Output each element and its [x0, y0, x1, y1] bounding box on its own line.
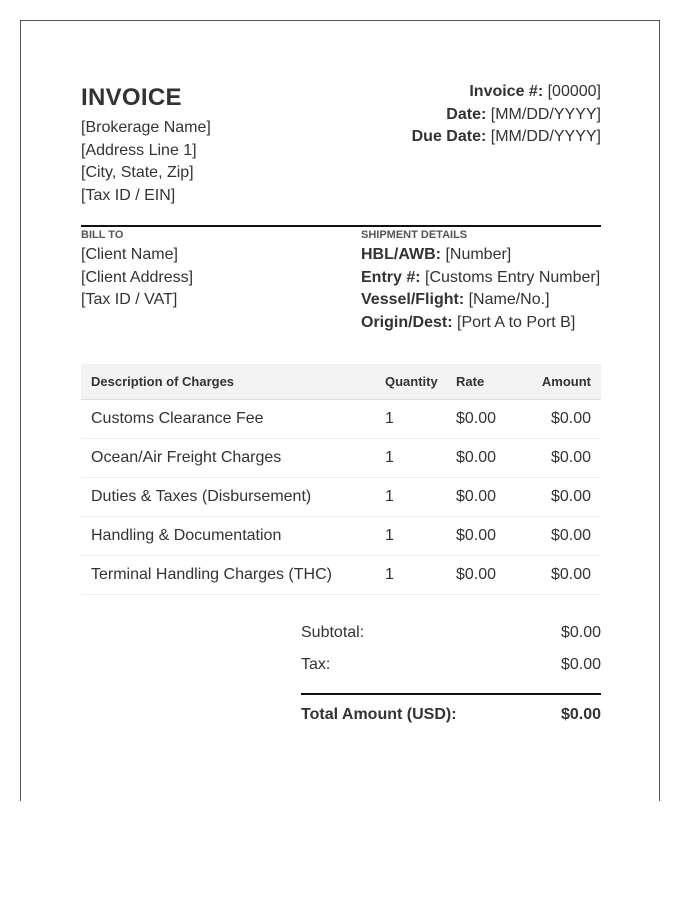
- invoice-due-date-value: [MM/DD/YYYY]: [490, 128, 601, 145]
- table-row: [81, 478, 601, 517]
- row-description: Terminal Handling Charges (THC): [81, 556, 371, 595]
- subtotal-label: Subtotal:: [301, 624, 365, 641]
- table-row: [81, 439, 601, 478]
- row-quantity: 1: [371, 439, 446, 478]
- tax-label: Tax:: [301, 656, 331, 673]
- total-label: Total Amount (USD):: [301, 706, 457, 723]
- row-rate: $0.00: [446, 439, 522, 478]
- row-rate: $0.00: [446, 478, 522, 517]
- shipment-entry: [361, 267, 600, 290]
- row-amount: $0.00: [522, 478, 601, 517]
- shipment-entry-label: Entry #:: [361, 268, 421, 286]
- row-rate: $0.00: [446, 400, 522, 439]
- row-description: Customs Clearance Fee: [81, 400, 371, 439]
- table-row: [81, 400, 601, 439]
- subtotal-value: $0.00: [560, 624, 601, 641]
- invoice-due-date-label: Due Date:: [411, 128, 487, 145]
- shipment-vessel-label: Vessel/Flight:: [361, 291, 465, 308]
- invoice-due-date: [412, 126, 601, 149]
- company-tax-id: [Tax ID / EIN]: [81, 186, 176, 204]
- company-address: [Address Line 1]: [81, 141, 197, 159]
- row-quantity: 1: [371, 400, 446, 439]
- shipment-entry-value: [Customs Entry Number]: [425, 268, 601, 286]
- shipment-hbl-value: [Number]: [445, 246, 512, 263]
- shipment-hbl: [361, 244, 600, 267]
- subtotal-row: [301, 617, 601, 649]
- shipment-vessel-value: [Name/No.]: [468, 291, 550, 308]
- shipment-details-label: SHIPMENT DETAILS: [361, 229, 468, 241]
- row-description: Ocean/Air Freight Charges: [81, 439, 371, 478]
- row-description: Handling & Documentation: [81, 517, 371, 556]
- invoice-date-value: [MM/DD/YYYY]: [490, 105, 601, 123]
- row-amount: $0.00: [522, 556, 601, 595]
- table-row: [81, 517, 601, 556]
- client-address: [Client Address]: [81, 268, 194, 286]
- bill-to-block: [81, 229, 193, 312]
- invoice-meta: [412, 81, 601, 149]
- company-block: [81, 81, 211, 207]
- row-quantity: 1: [371, 517, 446, 556]
- row-quantity: 1: [371, 556, 446, 595]
- parties-section: [81, 229, 601, 339]
- invoice-page: [20, 20, 660, 801]
- row-rate: $0.00: [446, 517, 522, 556]
- shipment-vessel: [361, 289, 600, 312]
- header-divider: [81, 225, 601, 227]
- invoice-number-label: Invoice #:: [469, 83, 544, 100]
- invoice-number-value: [00000]: [547, 83, 601, 100]
- charges-table-header: [81, 364, 601, 400]
- row-amount: $0.00: [522, 439, 601, 478]
- shipment-origin-dest-value: [Port A to Port B]: [457, 313, 576, 331]
- invoice-date: [412, 104, 601, 127]
- row-quantity: 1: [371, 478, 446, 517]
- invoice-title: INVOICE: [81, 84, 182, 111]
- header-quantity: Quantity: [371, 364, 446, 400]
- totals-section: [301, 617, 601, 735]
- invoice-date-label: Date:: [446, 105, 487, 123]
- invoice-content: [81, 81, 601, 723]
- header-rate: Rate: [446, 364, 522, 400]
- row-rate: $0.00: [446, 556, 522, 595]
- total-row: [301, 695, 601, 735]
- invoice-header: [81, 81, 601, 221]
- row-description: Duties & Taxes (Disbursement): [81, 478, 371, 517]
- header-description: Description of Charges: [81, 364, 371, 400]
- charges-table: [81, 364, 601, 595]
- company-city: [City, State, Zip]: [81, 164, 194, 181]
- tax-row: [301, 649, 601, 681]
- table-row: [81, 556, 601, 595]
- shipment-hbl-label: HBL/AWB:: [361, 246, 441, 263]
- client-tax-id: [Tax ID / VAT]: [81, 291, 178, 308]
- header-amount: Amount: [522, 364, 601, 400]
- company-name: [Brokerage Name]: [81, 119, 211, 136]
- tax-value: $0.00: [560, 656, 601, 673]
- row-amount: $0.00: [522, 517, 601, 556]
- total-value: $0.00: [560, 706, 601, 723]
- shipment-details-block: [361, 229, 600, 334]
- row-amount: $0.00: [522, 400, 601, 439]
- invoice-number: [412, 81, 601, 104]
- shipment-origin-dest: [361, 312, 600, 335]
- client-name: [Client Name]: [81, 246, 178, 263]
- shipment-origin-dest-label: Origin/Dest:: [361, 313, 453, 331]
- bill-to-label: BILL TO: [81, 229, 124, 241]
